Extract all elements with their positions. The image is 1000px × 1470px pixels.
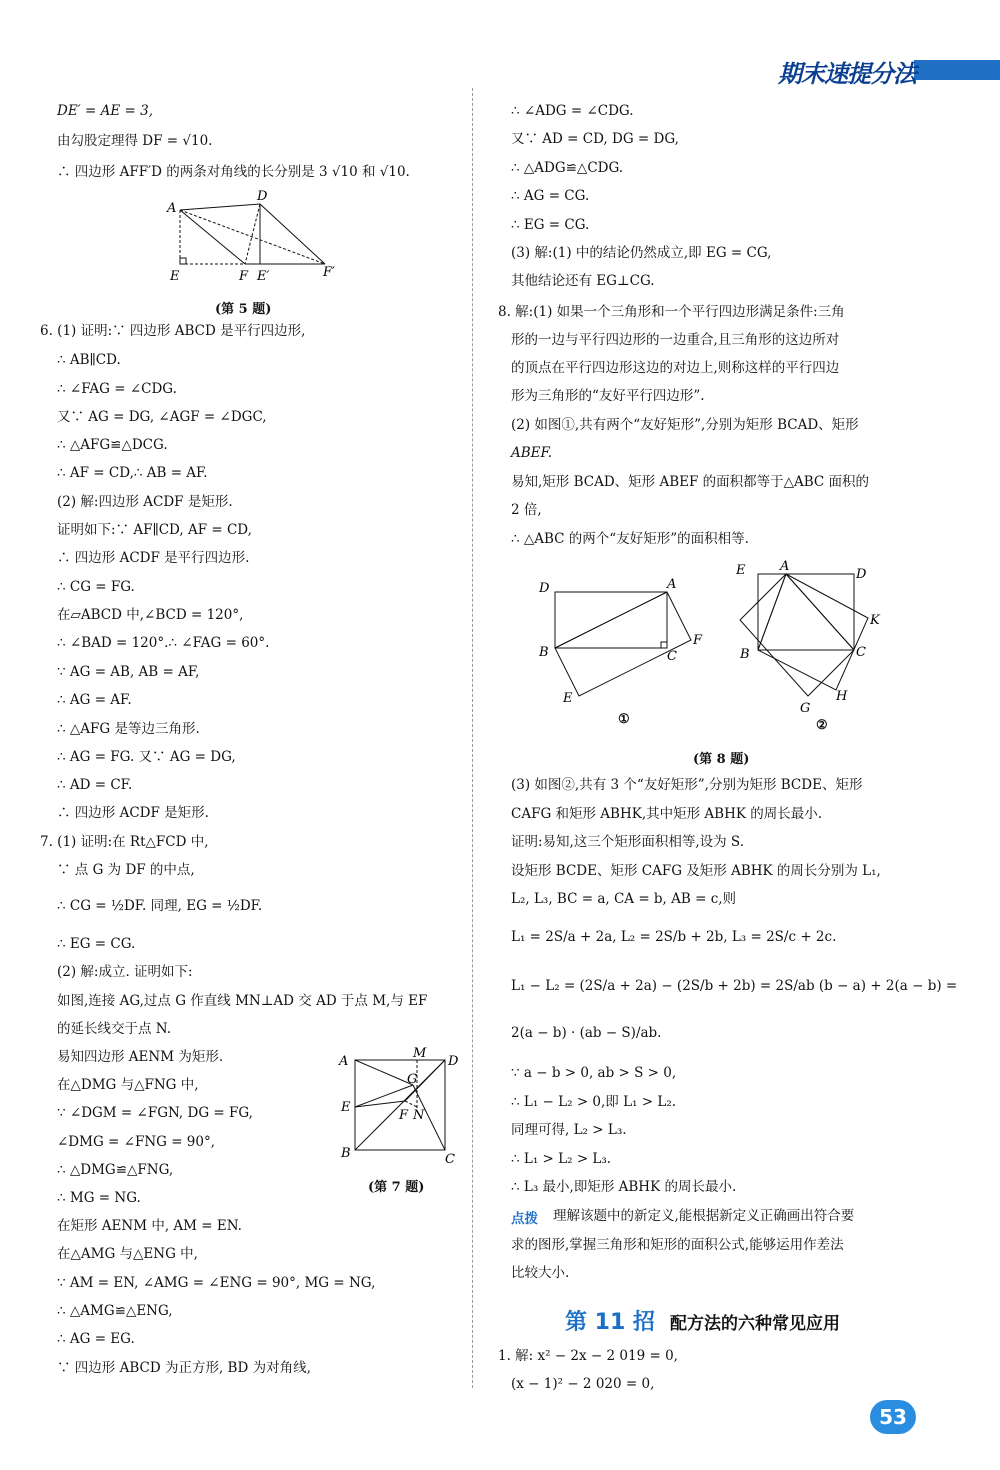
text-line: 由勾股定理得 DF = √10. xyxy=(57,133,213,149)
fig7-label: N xyxy=(413,1108,425,1123)
text-line: ∵ ∠DGM = ∠FGN, DG = FG, xyxy=(57,1105,253,1121)
fig8a-label: F xyxy=(693,633,703,648)
text-line: ∵ AM = EN, ∠AMG = ∠ENG = 90°, MG = NG, xyxy=(57,1275,376,1291)
text-line: (2) 解:四边形 ACDF 是矩形. xyxy=(57,494,233,510)
text-line: 理解该题中的新定义,能根据新定义正确画出符合要 xyxy=(553,1208,855,1224)
text-line: ∴ CG = FG. xyxy=(57,579,135,595)
text-line: ∴ ∠ADG = ∠CDG. xyxy=(511,103,634,119)
text-line: 设矩形 BCDE、矩形 CAFG 及矩形 ABHK 的周长分别为 L₁, xyxy=(511,863,881,879)
text-line: ∴ △ADG≌△CDG. xyxy=(511,160,624,176)
header-title: 期末速提分法 xyxy=(778,60,916,88)
text-line: 易知四边形 AENM 为矩形. xyxy=(57,1049,224,1065)
header-banner xyxy=(752,52,1000,86)
tip-label: 点拨 xyxy=(511,1211,538,1227)
fig8b-label: C xyxy=(856,645,866,660)
figure-8-2 xyxy=(728,560,898,724)
text-line: L₂, L₃, BC = a, CA = b, AB = c,则 xyxy=(511,891,737,907)
header-accent-bar xyxy=(914,60,1000,80)
text-line: ∴ △AMG≌△ENG, xyxy=(57,1303,173,1319)
fig7-label: E xyxy=(341,1100,351,1115)
fig8a-label: B xyxy=(539,645,549,660)
section-title: 配方法的六种常见应用 xyxy=(670,1314,841,1334)
text-line: ∴ L₁ − L₂ > 0,即 L₁ > L₂. xyxy=(511,1094,677,1110)
column-divider xyxy=(472,88,473,1388)
text-line: L₁ = 2S/a + 2a, L₂ = 2S/b + 2b, L₃ = 2S/c + 2c. xyxy=(511,929,837,945)
text-line: 证明如下:∵ AF∥CD, AF = CD, xyxy=(57,522,252,538)
text-line: 又∵ AG = DG, ∠AGF = ∠DGC, xyxy=(57,409,267,425)
fig8a-label: D xyxy=(539,581,550,596)
figure-5-caption: (第 5 题) xyxy=(215,302,272,317)
text-line: 在△DMG 与△FNG 中, xyxy=(57,1077,199,1093)
text-line: 8. 解:(1) 如果一个三角形和一个平行四边形满足条件:三角 xyxy=(498,304,845,320)
text-line: 7. (1) 证明:在 Rt△FCD 中, xyxy=(40,834,209,850)
fig5-label: E′ xyxy=(257,269,270,284)
figure-8-caption: (第 8 题) xyxy=(693,752,750,767)
fig5-label: D xyxy=(257,190,268,204)
text-line: ∴ AF = CD,∴ AB = AF. xyxy=(57,465,208,481)
text-line: (3) 如图②,共有 3 个“友好矩形”,分别为矩形 BCDE、矩形 xyxy=(511,777,863,793)
text-line: (x − 1)² − 2 020 = 0, xyxy=(511,1376,655,1392)
text-line: 的顶点在平行四边形这边的对边上,则称这样的平行四边 xyxy=(511,360,840,376)
fig7-label: C xyxy=(445,1152,455,1167)
text-line: ∵ AG = AB, AB = AF, xyxy=(57,664,200,680)
text-line: 在矩形 AENM 中, AM = EN. xyxy=(57,1218,242,1234)
text-line: ∴ AG = EG. xyxy=(57,1331,135,1347)
text-line: 又∵ AD = CD, DG = DG, xyxy=(511,131,679,147)
fig5-label: E xyxy=(170,269,180,284)
fig7-label: D xyxy=(448,1054,459,1069)
text-line: 形的一边与平行四边形的一边重合,且三角形的这边所对 xyxy=(511,332,840,348)
text-line: ∴ EG = CG. xyxy=(57,936,136,952)
fig8b-label: K xyxy=(870,613,880,628)
fig8b-label: G xyxy=(800,701,811,716)
fig7-label: A xyxy=(339,1054,349,1069)
text-line: ∴ AG = AF. xyxy=(57,692,132,708)
fig7-label: B xyxy=(341,1146,351,1161)
figure-5 xyxy=(165,190,350,289)
fig8a-label: C xyxy=(667,649,677,664)
figure-8-1-label: ① xyxy=(618,712,630,727)
fig5-label: F xyxy=(239,269,249,284)
page-number: 53 xyxy=(870,1400,916,1434)
fig8b-label: A xyxy=(780,560,790,574)
fig5-label: F′ xyxy=(323,265,335,280)
text-line: 比较大小. xyxy=(511,1265,570,1281)
text-line: ∴ AG = CG. xyxy=(511,188,590,204)
text-line: DE′ = AE = 3, xyxy=(57,103,154,119)
text-line: ∴ △AFG 是等边三角形. xyxy=(57,721,200,737)
fig7-label: M xyxy=(413,1046,427,1061)
text-line: ∴ AD = CF. xyxy=(57,777,133,793)
text-line: 2(a − b) · (ab − S)/ab. xyxy=(511,1025,662,1041)
text-line: ∵ 点 G 为 DF 的中点, xyxy=(57,862,195,878)
text-line: ∴ △ABC 的两个“友好矩形”的面积相等. xyxy=(511,531,749,547)
fig8b-label: B xyxy=(740,647,750,662)
section-heading xyxy=(565,1305,840,1336)
text-line: 在▱ABCD 中,∠BCD = 120°, xyxy=(57,607,244,623)
fig8b-label: E xyxy=(736,563,746,578)
text-line: ∴ △DMG≌△FNG, xyxy=(57,1162,174,1178)
text-line: (2) 如图①,共有两个“友好矩形”,分别为矩形 BCAD、矩形 xyxy=(511,417,859,433)
text-line: 形为三角形的“友好平行四边形”. xyxy=(511,388,705,404)
text-line: ∴ CG = ½DF. 同理, EG = ½DF. xyxy=(57,898,263,914)
figure-8-2-label: ② xyxy=(816,718,828,733)
text-line: ∴ 四边形 ACDF 是平行四边形. xyxy=(57,550,250,566)
text-line: ∴ ∠FAG = ∠CDG. xyxy=(57,381,177,397)
fig7-label: G xyxy=(407,1072,418,1087)
fig8a-label: E xyxy=(563,691,573,706)
text-line: ∴ L₃ 最小,即矩形 ABHK 的周长最小. xyxy=(511,1179,737,1195)
text-line: CAFG 和矩形 ABHK,其中矩形 ABHK 的周长最小. xyxy=(511,806,823,822)
text-line: 如图,连接 AG,过点 G 作直线 MN⊥AD 交 AD 于点 M,与 EF xyxy=(57,993,428,1009)
text-line: ∴ ∠BAD = 120°.∴ ∠FAG = 60°. xyxy=(57,635,270,651)
text-line: ∴ EG = CG. xyxy=(511,217,590,233)
text-line: (2) 解:成立. 证明如下: xyxy=(57,964,193,980)
fig5-label: A xyxy=(167,201,177,216)
text-line: 求的图形,掌握三角形和矩形的面积公式,能够运用作差法 xyxy=(511,1237,844,1253)
text-line: 易知,矩形 BCAD、矩形 ABEF 的面积都等于△ABC 面积的 xyxy=(511,474,870,490)
text-line: 在△AMG 与△ENG 中, xyxy=(57,1246,198,1262)
fig8b-label: H xyxy=(836,689,848,704)
text-line: 6. (1) 证明:∵ 四边形 ABCD 是平行四边形, xyxy=(40,323,306,339)
figure-8-1 xyxy=(533,570,703,714)
text-line: 其他结论还有 EG⊥CG. xyxy=(511,273,655,289)
text-line: ∴ △AFG≌△DCG. xyxy=(57,437,168,453)
text-line: ∴ 四边形 AFF′D 的两条对角线的长分别是 3 √10 和 √10. xyxy=(57,164,410,180)
text-line: ∴ L₁ > L₂ > L₃. xyxy=(511,1151,612,1167)
text-line: ∴ AG = FG. 又∵ AG = DG, xyxy=(57,749,236,765)
text-line: 1. 解: x² − 2x − 2 019 = 0, xyxy=(498,1348,678,1364)
text-line: 的延长线交于点 N. xyxy=(57,1021,172,1037)
text-line: ABEF. xyxy=(511,445,553,461)
text-line: 2 倍, xyxy=(511,502,542,518)
text-line: ∵ a − b > 0, ab > S > 0, xyxy=(511,1065,677,1081)
fig8b-label: D xyxy=(856,567,867,582)
text-line: ∴ 四边形 ACDF 是矩形. xyxy=(57,805,209,821)
text-line: 证明:易知,这三个矩形面积相等,设为 S. xyxy=(511,834,744,850)
figure-7 xyxy=(335,1045,460,1174)
text-line: ∠DMG = ∠FNG = 90°, xyxy=(57,1134,216,1150)
text-line: ∵ 四边形 ABCD 为正方形, BD 为对角线, xyxy=(57,1360,311,1376)
text-line: L₁ − L₂ = (2S/a + 2a) − (2S/b + 2b) = 2S/ab (b − a) + 2(a − b) = xyxy=(511,978,958,994)
fig8a-label: A xyxy=(667,577,677,592)
figure-7-caption: (第 7 题) xyxy=(368,1180,425,1195)
fig7-label: F xyxy=(399,1108,409,1123)
text-line: ∴ AB∥CD. xyxy=(57,352,121,368)
section-number: 第 11 招 xyxy=(565,1310,655,1335)
text-line: ∴ MG = NG. xyxy=(57,1190,141,1206)
text-line: (3) 解:(1) 中的结论仍然成立,即 EG = CG, xyxy=(511,245,772,261)
text-line: 同理可得, L₂ > L₃. xyxy=(511,1122,627,1138)
